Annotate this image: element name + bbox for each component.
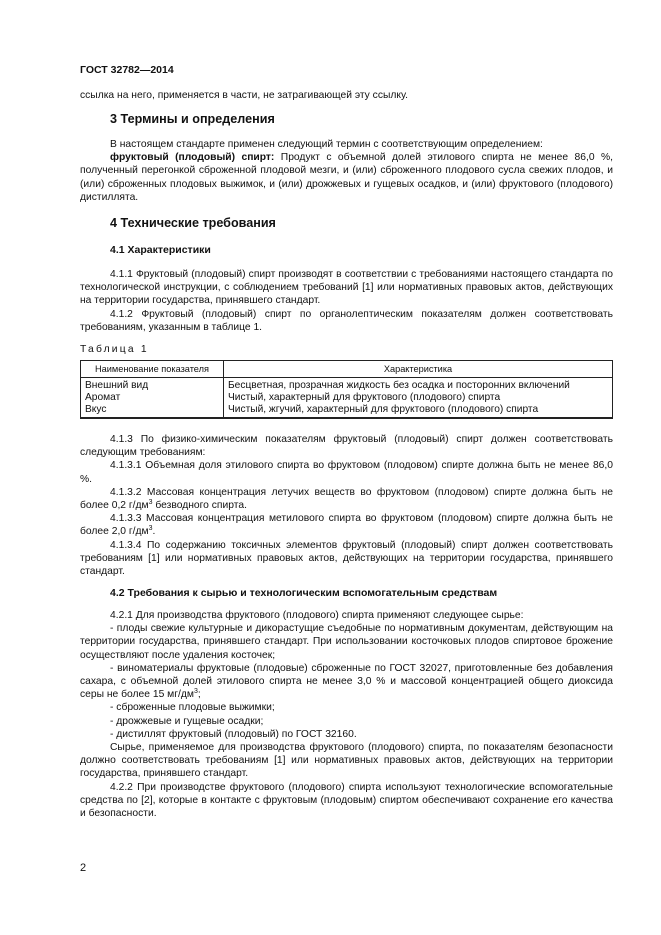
- section-4-1-3-body: [80, 433, 613, 578]
- term: фруктовый (плодовый) спирт:: [110, 152, 275, 164]
- superscript: 3: [148, 525, 153, 533]
- list-item-text: - виноматериалы фруктовые (плодовые) сброженные по ГОСТ 32027, приготовленные без добавления сахара, с объемной долей этилового спирта не менее 3,0 % и массовой концентрацией общего диоксида серы не более 15 мг/дм: [80, 662, 613, 701]
- para-4-1-3-2: [80, 486, 613, 512]
- para-4-1-3-2-text: 4.1.3.2 Массовая концентрация летучих веществ во фруктовом (плодовом) спирте должна быть не более 0,2 г/дм: [80, 486, 613, 512]
- table-cell-value: Чистый, характерный для фруктового (плодового) спирта: [228, 391, 501, 403]
- superscript: 3: [193, 688, 198, 696]
- para-4-1-3-1: 4.1.3.1 Объемная доля этилового спирта во фруктовом (плодовом) спирте должна быть не менее 86,0 %.: [80, 460, 613, 485]
- table-cell-name: Внешний вид: [85, 380, 149, 391]
- para-4-1-2: 4.1.2 Фруктовый (плодовый) спирт по органолептическим показателям должен соответствовать требованиям, указанным в таблице 1.: [80, 308, 613, 333]
- table-header-name: Наименование показателя: [81, 361, 224, 378]
- section-4-1-title: 4.1 Характеристики: [110, 244, 211, 256]
- list-item: - плоды свежие культурные и дикорастущие съедобные по нормативным документам, действующим на территории государства, принявшего стандарт. При использовании косточковых плодов спиртовое брожение осуществляют после удаления косточек;: [80, 623, 613, 661]
- list-item-tail: ;: [197, 689, 201, 701]
- para-4-1-3-4: 4.1.3.4 По содержанию токсичных элементов фруктовый (плодовый) спирт должен соответствовать требованиям [1] или нормативных правовых актов, действующих на территории государства, принявшего стандарт.: [80, 539, 613, 578]
- para-4-1-3-3: [80, 512, 613, 538]
- document-header: ГОСТ 32782—2014: [80, 64, 174, 76]
- table-caption: Таблица 1: [80, 344, 149, 355]
- table-cell-value: Чистый, жгучий, характерный для фруктового (плодового) спирта: [228, 403, 539, 415]
- table-cell-value: Бесцветная, прозрачная жидкость без осадка и посторонних включений: [228, 380, 570, 391]
- term-definition: [80, 151, 613, 204]
- section-4-2-title: 4.2 Требования к сырью и технологическим вспомогательным средствам: [110, 587, 498, 599]
- table-1: [80, 360, 613, 419]
- table-row: [81, 378, 613, 418]
- para-4-1-1: 4.1.1 Фруктовый (плодовый) спирт производят в соответствии с требованиями настоящего стандарта по технологической инструкции, с соблюдением требований [1] или нормативных правовых актов, действующих на территории государства, принявшего стандарт.: [80, 269, 613, 307]
- section-3-intro: В настоящем стандарте применен следующий термин с соответствующим определением:: [110, 139, 543, 150]
- definition: Продукт с объемной долей этилового спирта не менее 86,0 %, полученный перегонкой сброженной плодовой мезги, и (или) сброженного плодового сусла свежих плодов, и (или) сброженных плодовых выжимок, и (или) дрожжевых и гущевых осадков, и (или) фруктового (плодового) дистиллята.: [80, 152, 614, 203]
- section-4-2-body: [80, 609, 613, 820]
- table-header-characteristic: Характеристика: [224, 361, 613, 378]
- list-item: - дистиллят фруктовый (плодовый) по ГОСТ 32160.: [110, 728, 357, 740]
- para-4-1-3-2-tail: безводного спирта.: [152, 500, 247, 512]
- para-4-1-3-3-tail: .: [152, 526, 156, 538]
- superscript: 3: [148, 499, 153, 507]
- list-item: [80, 662, 613, 702]
- para-4-2-1: 4.2.1 Для производства фруктового (плодового) спирта применяют следующее сырье:: [110, 610, 524, 621]
- para-4-1-3-3-text: 4.1.3.3 Массовая концентрация метилового спирта во фруктовом (плодовом) спирте должна быть не более 2,0 г/дм: [80, 513, 613, 538]
- para-4-1-3: 4.1.3 По физико-химическим показателям фруктовый (плодовый) спирт должен соответствовать следующим требованиям:: [80, 434, 613, 459]
- table-cell-name: Вкус: [85, 403, 107, 415]
- list-item: - дрожжевые и гущевые осадки;: [110, 715, 264, 727]
- page-number: 2: [80, 862, 87, 874]
- intro-line: ссылка на него, применяется в части, не затрагивающей эту ссылку.: [80, 90, 408, 101]
- para-4-2-2: 4.2.2 При производстве фруктового (плодового) спирта используют технологические вспомогательные средства по [2], которые в контакте с фруктовым (плодовым) спиртом обеспечивают сохранение его качества и безопасности.: [80, 781, 613, 820]
- table-cell-name: Аромат: [85, 391, 121, 403]
- para-raw-materials-safety: Сырье, применяемое для производства фруктового (плодового) спирта, по показателям безопасности должно соответствовать требованиям [1] или нормативных правовых актов, действующих на территории государства, принявшего стандарт.: [80, 742, 613, 780]
- section-4-1-body: [80, 268, 613, 334]
- section-4-title: 4 Технические требования: [110, 216, 276, 230]
- section-3-body: [80, 138, 613, 204]
- section-3-title: 3 Термины и определения: [110, 112, 275, 126]
- list-item: - сброженные плодовые выжимки;: [110, 702, 275, 714]
